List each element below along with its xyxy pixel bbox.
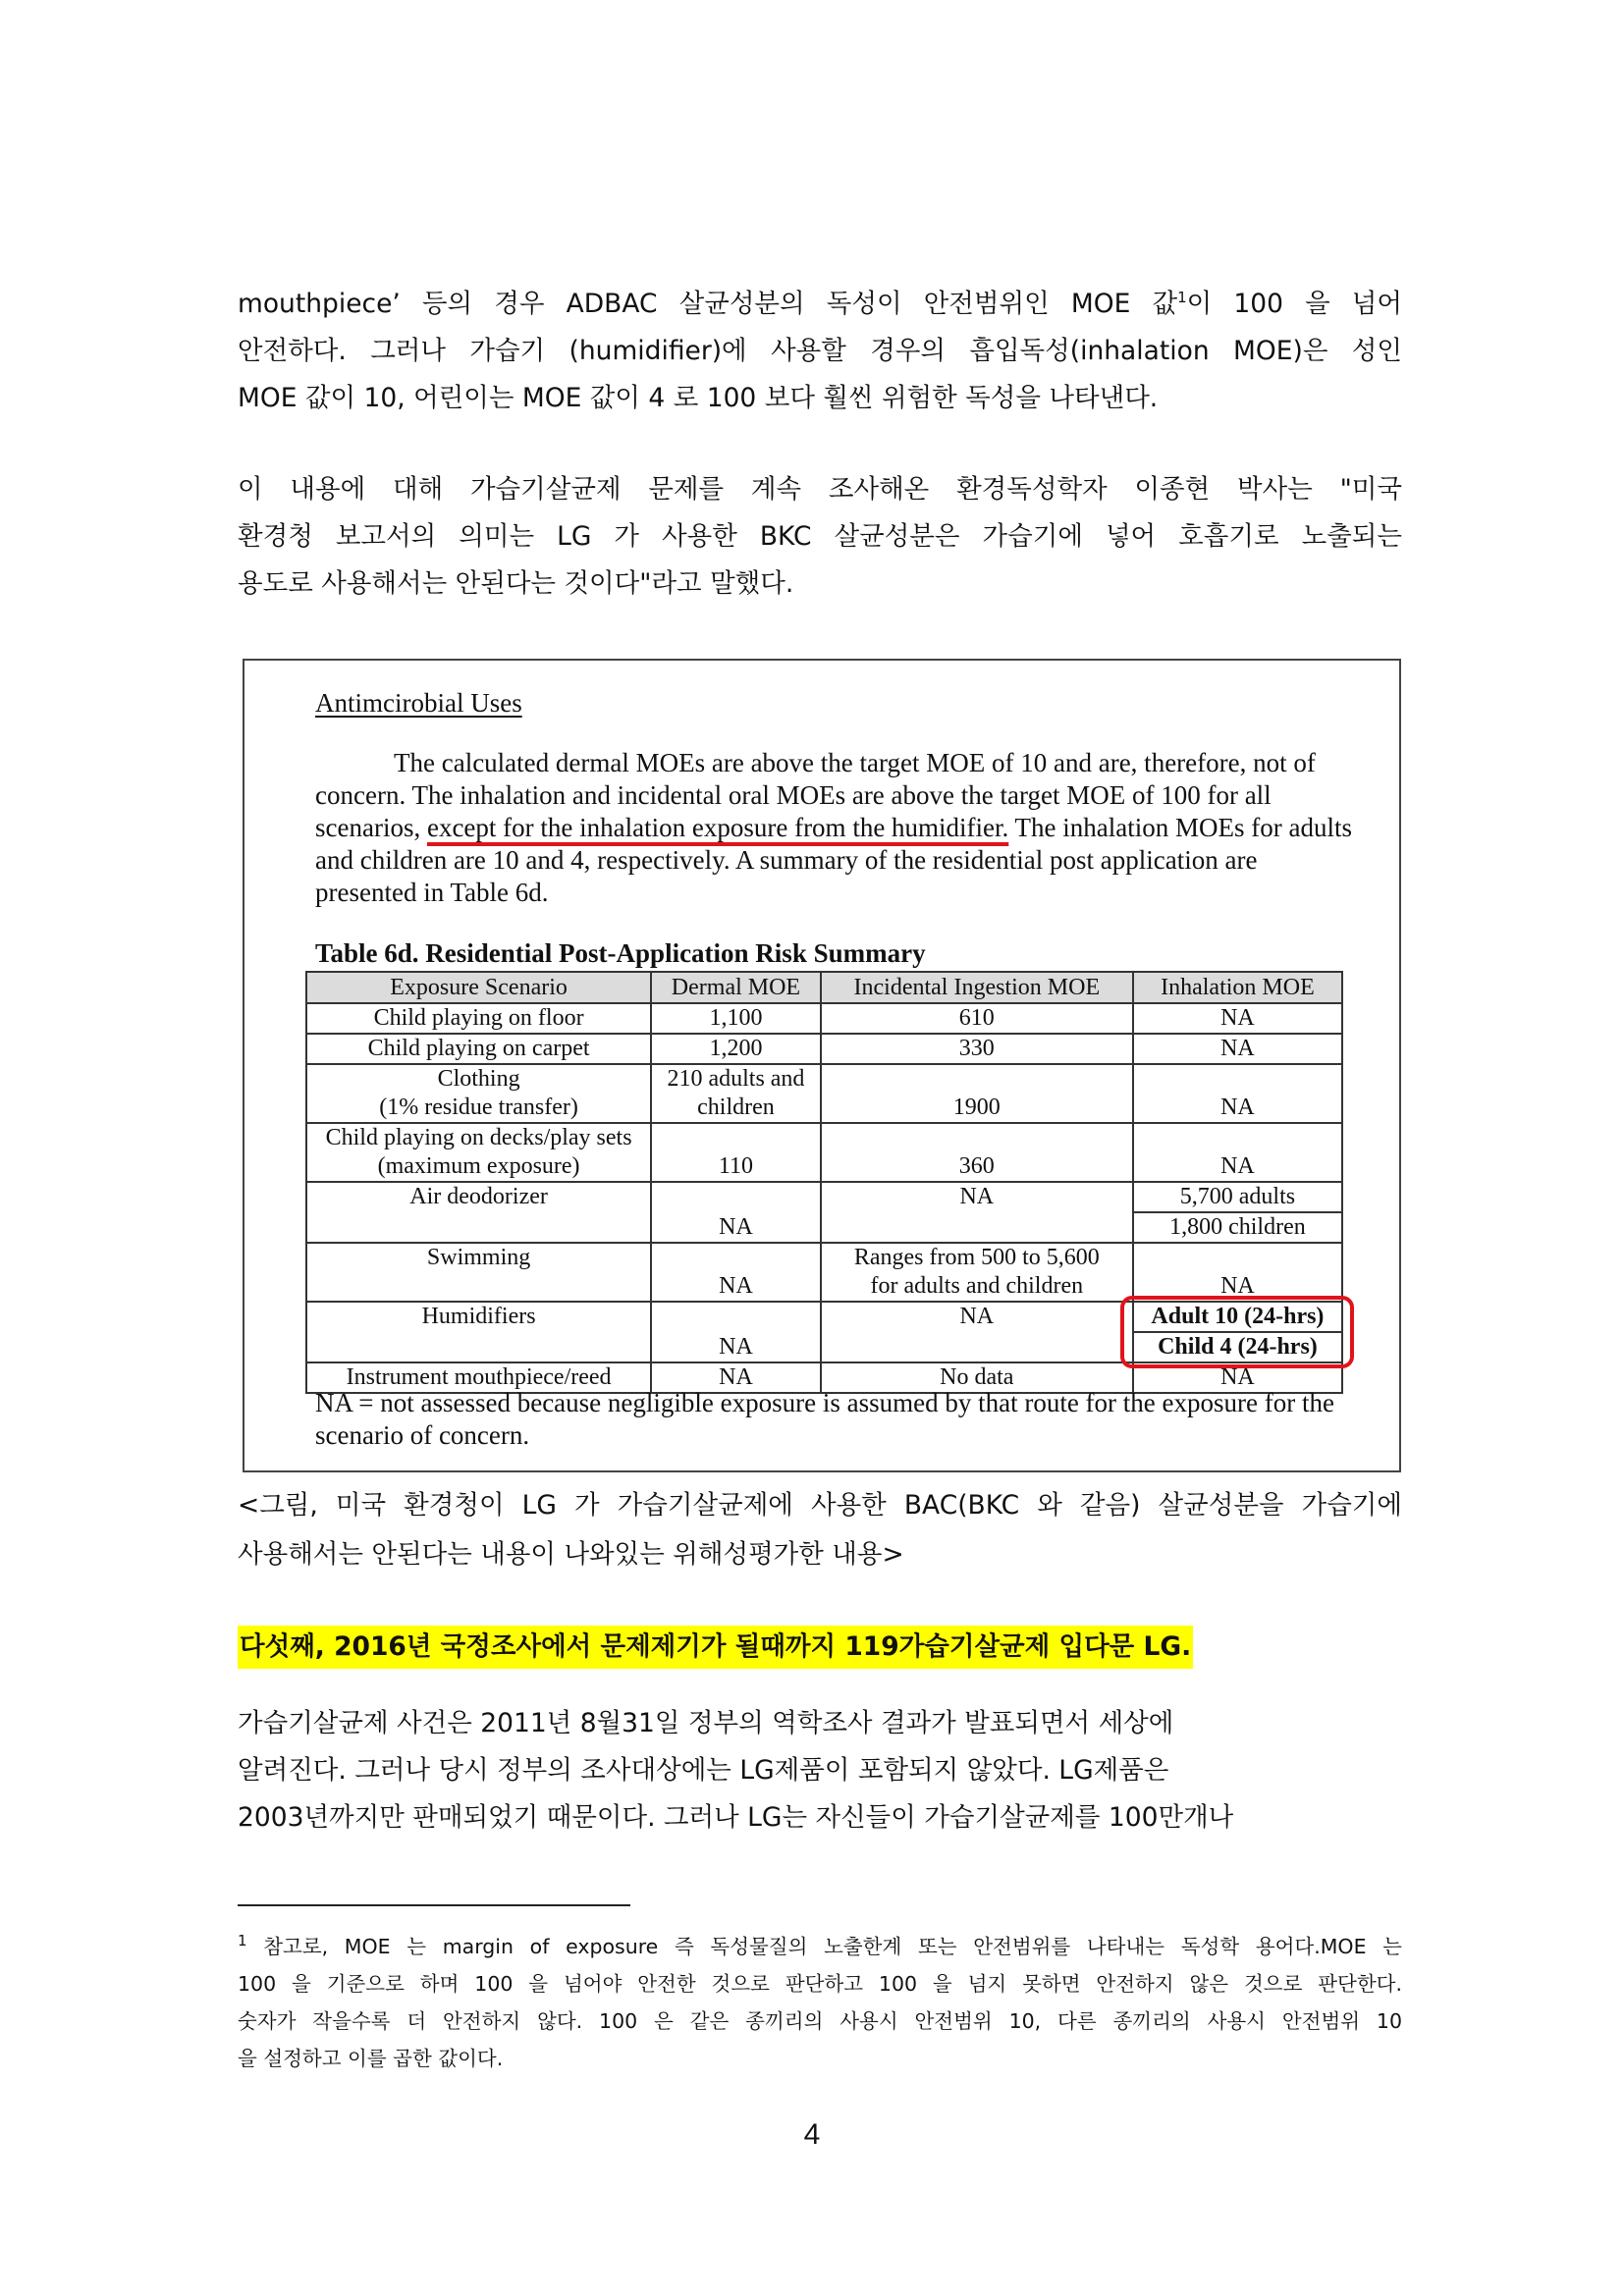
cell-line: 1,800 children <box>1169 1214 1306 1240</box>
table-cell <box>306 1064 651 1123</box>
cell-line: Child 4 (24-hrs) <box>1158 1334 1318 1360</box>
table-cell: NA <box>821 1182 1133 1243</box>
table-cell <box>821 1243 1133 1302</box>
footnote-line <box>238 1928 1402 1965</box>
table-cell: NA <box>651 1362 821 1393</box>
text-span: The inhalation MOEs for adults and children are 10 and 4, respectively. A summary of the residential post application are presented in Table 6d. <box>315 813 1352 907</box>
red-highlight-box <box>1120 1296 1354 1368</box>
text-span: 참고로, MOE 는 margin of exposure 즉 독성물질의 노출한계 또는 안전범위를 나타내는 독성학 용어다.MOE 는 <box>263 1935 1402 1958</box>
paragraph-line: 이 내용에 대해 가습기살균제 문제를 계속 조사해온 환경독성학자 이종현 박사는 "미국 <box>238 474 1402 505</box>
cell-line: 5,700 adults <box>1134 1183 1341 1213</box>
footnote-marker: 1 <box>238 1932 247 1950</box>
table-cell: NA <box>1133 1123 1342 1182</box>
column-header: Incidental Ingestion MOE <box>821 972 1133 1003</box>
table-cell <box>651 1182 821 1243</box>
figure-caption <box>238 1481 1402 1579</box>
table-cell: NA <box>1133 1362 1342 1393</box>
cell-line: Adult 10 (24-hrs) <box>1134 1303 1341 1333</box>
table-cell: 1,100 <box>651 1003 821 1034</box>
cell-line: children <box>697 1095 775 1120</box>
table-cell: 330 <box>821 1034 1133 1064</box>
table-cell: NA <box>821 1302 1133 1362</box>
footnote <box>238 1928 1402 2077</box>
figure-body-text <box>315 747 1356 909</box>
cell-line: (maximum exposure) <box>377 1153 580 1179</box>
table-row <box>306 1182 1342 1243</box>
table-cell: Swimming <box>306 1243 651 1302</box>
paragraph-moe-values <box>238 281 1402 422</box>
table-cell: 610 <box>821 1003 1133 1034</box>
text-span: mouthpiece’ 등의 경우 ADBAC 살균성분의 독성이 안전범위인 MOE 값 <box>238 289 1178 319</box>
cell-line <box>656 1244 816 1272</box>
text-span: The calculated dermal MOEs are above the target MOE of 10 and are, therefore, not of concern. The inhalation and incidental oral MOEs are above the target MOE of 100 for all scenarios, <box>315 748 1316 842</box>
table-row <box>306 1064 1342 1123</box>
table-cell: Child playing on carpet <box>306 1034 651 1064</box>
cell-line: 210 adults and <box>667 1066 805 1092</box>
cell-line <box>656 1185 816 1213</box>
column-header: Dermal MOE <box>651 972 821 1003</box>
cell-line: Child playing on decks/play sets <box>325 1125 632 1150</box>
table-cell: Humidifiers <box>306 1302 651 1362</box>
figure-note: NA = not assessed because negligible exposure is assumed by that route for the exposure for the scenario of concern. <box>315 1388 1334 1450</box>
table-row <box>306 1123 1342 1182</box>
cell-line: NA <box>719 1334 753 1360</box>
table-cell: 1900 <box>821 1064 1133 1123</box>
table-cell: NA <box>1133 1034 1342 1064</box>
table-cell: Child playing on floor <box>306 1003 651 1034</box>
footnote-divider <box>238 1904 630 1906</box>
table-row <box>306 1003 1342 1034</box>
table-cell: No data <box>821 1362 1133 1393</box>
table-cell: NA <box>1133 1243 1342 1302</box>
column-header: Exposure Scenario <box>306 972 651 1003</box>
cell-line <box>656 1305 816 1333</box>
table-cell: Instrument mouthpiece/reed <box>306 1362 651 1393</box>
table-row <box>306 1243 1342 1302</box>
table-cell <box>1133 1182 1342 1243</box>
footnote-reference[interactable]: 1 <box>1177 289 1187 307</box>
epa-report-figure <box>243 659 1401 1472</box>
caption-line: 사용해서는 안된다는 내용이 나와있는 위해성평가한 내용> <box>238 1539 904 1570</box>
cell-line: Ranges from 500 to 5,600 <box>853 1245 1100 1270</box>
column-header: Inhalation MOE <box>1133 972 1342 1003</box>
page-number: 4 <box>803 2118 821 2151</box>
table-cell <box>651 1302 821 1362</box>
table-cell: 110 <box>651 1123 821 1182</box>
table-cell: NA <box>1133 1064 1342 1123</box>
table-cell: 360 <box>821 1123 1133 1182</box>
table-title: Table 6d. Residential Post-Application Risk Summary <box>315 938 926 968</box>
paragraph-expert-quote <box>238 466 1402 608</box>
paragraph-line: 안전하다. 그러나 가습기 (humidifier)에 사용할 경우의 흡입독성(inhalation MOE)은 성인 <box>238 336 1402 366</box>
paragraph-line: 2003년까지만 판매되었기 때문이다. 그러나 LG는 자신들이 가습기살균제를 100만개나 <box>238 1802 1234 1833</box>
table-cell <box>306 1123 651 1182</box>
cell-line: NA <box>719 1214 753 1240</box>
paragraph-line: MOE 값이 10, 어린이는 MOE 값이 4 로 100 보다 훨씬 위험한 독성을 나타낸다. <box>238 383 1159 413</box>
table-cell <box>651 1243 821 1302</box>
cell-line: (1% residue transfer) <box>379 1095 578 1120</box>
paragraph-line: 용도로 사용해서는 안된다는 것이다"라고 말했다. <box>238 568 794 599</box>
paragraph-line: 환경청 보고서의 의미는 LG 가 사용한 BKC 살균성분은 가습기에 넣어 호흡기로 노출되는 <box>238 521 1402 552</box>
paragraph-line: 가습기살균제 사건은 2011년 8월31일 정부의 역학조사 결과가 발표되면서 세상에 <box>238 1708 1174 1738</box>
table-row <box>306 1034 1342 1064</box>
table-cell: 1,200 <box>651 1034 821 1064</box>
cell-line: Clothing <box>437 1066 520 1092</box>
footnote-line: 숫자가 작을수록 더 안전하지 않다. 100 은 같은 종끼리의 사용시 안전범위 10, 다른 종끼리의 사용시 안전범위 10 <box>238 2009 1402 2033</box>
caption-line: <그림, 미국 환경청이 LG 가 가습기살균제에 사용한 BAC(BKC 와 같음) 살균성분을 가습기에 <box>238 1490 1402 1521</box>
section-heading: 다섯째, 2016년 국정조사에서 문제제기가 될때까지 119가습기살균제 입다문 LG. <box>238 1626 1193 1669</box>
cell-line: NA <box>719 1273 753 1299</box>
table-cell <box>651 1064 821 1123</box>
red-underlined-text: except for the inhalation exposure from the humidifier. <box>426 813 1009 842</box>
footnote-line: 을 설정하고 이를 곱한 값이다. <box>238 2047 504 2070</box>
cell-line: for adults and children <box>870 1273 1084 1299</box>
indent <box>315 748 394 777</box>
table-cell: Air deodorizer <box>306 1182 651 1243</box>
paragraph-lg-history <box>238 1700 1327 1842</box>
paragraph-line: 알려진다. 그러나 당시 정부의 조사대상에는 LG제품이 포함되지 않았다. LG제품은 <box>238 1755 1169 1786</box>
paragraph-line <box>238 281 1402 328</box>
figure-heading: Antimcirobial Uses <box>315 688 522 718</box>
table-header-row <box>306 972 1342 1003</box>
text-span: 이 100 을 넘어 <box>1186 289 1403 319</box>
footnote-line: 100 을 기준으로 하며 100 을 넘어야 안전한 것으로 판단하고 100 을 넘지 못하면 안전하지 않은 것으로 판단한다. <box>238 1972 1402 1996</box>
table-cell: NA <box>1133 1003 1342 1034</box>
